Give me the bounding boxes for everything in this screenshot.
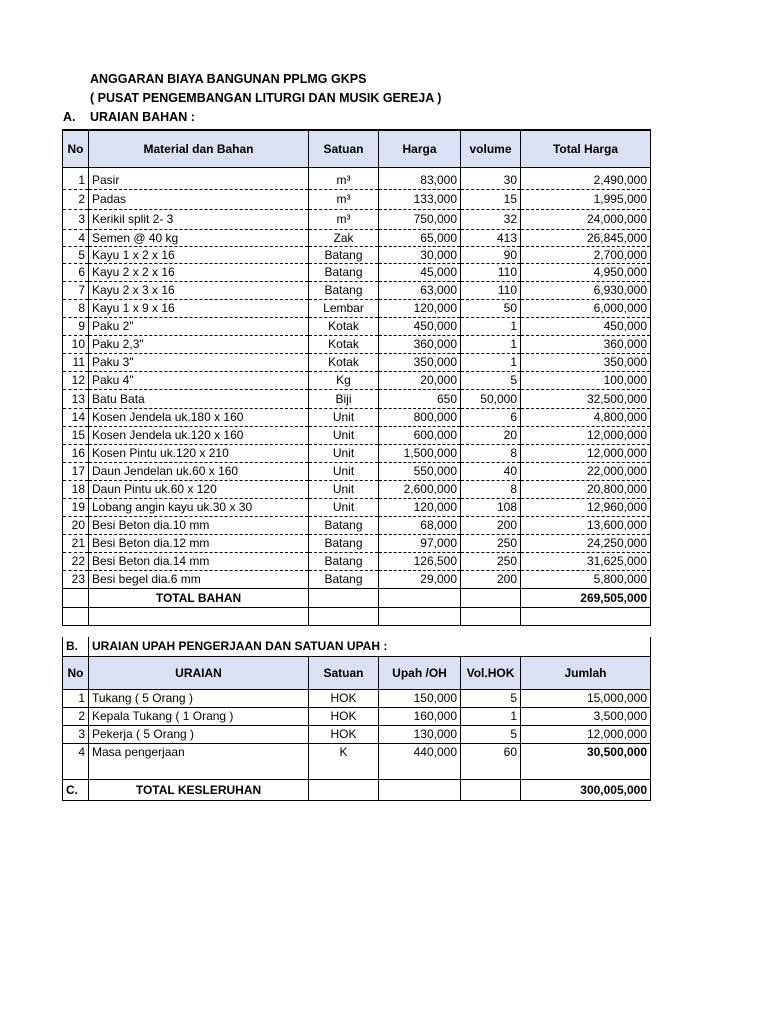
row-volume: 30 [461,171,521,189]
row-harga: 20,000 [379,371,461,389]
table-row [63,689,651,707]
row-upah: 150,000 [379,689,461,707]
table-row [63,498,651,516]
row-harga: 97,000 [379,534,461,552]
col-header-upah: Upah /OH [379,656,461,689]
row-material: Daun Jendelan uk.60 x 160 [89,462,309,480]
row-total: 6,930,000 [521,281,651,299]
row-harga: 68,000 [379,516,461,534]
row-material: Paku 4" [89,371,309,389]
row-total: 12,000,000 [521,426,651,444]
table-row [63,229,651,246]
row-uraian: Masa pengerjaan [89,743,309,761]
row-harga: 120,000 [379,299,461,317]
row-total: 2,490,000 [521,171,651,189]
row-material: Kayu 2 x 3 x 16 [89,281,309,299]
row-vol-hok: 1 [461,707,521,725]
row-no: 11 [63,353,89,371]
grand-total-value: 300,005,000 [521,779,651,800]
row-total: 31,625,000 [521,552,651,570]
total-bahan-value: 269,505,000 [521,588,651,607]
table-row [63,281,651,299]
row-harga: 750,000 [379,209,461,229]
row-harga: 29,000 [379,570,461,588]
row-no: 12 [63,371,89,389]
materials-table [62,129,651,626]
col-header-total: Total Harga [521,130,651,167]
row-material: Kayu 2 x 2 x 16 [89,263,309,281]
row-no: 23 [63,570,89,588]
row-satuan: Batang [309,246,379,263]
row-satuan: Lembar [309,299,379,317]
row-satuan: Unit [309,426,379,444]
row-no: 2 [63,189,89,209]
row-total: 100,000 [521,371,651,389]
row-satuan: HOK [309,725,379,743]
section-b-label: URAIAN UPAH PENGERJAAN DAN SATUAN UPAH : [89,637,651,656]
row-no: 8 [63,299,89,317]
row-material: Paku 2,3" [89,335,309,353]
table-row [63,534,651,552]
row-harga: 650 [379,389,461,408]
row-satuan: Batang [309,534,379,552]
row-no: 4 [63,743,89,761]
row-satuan: Batang [309,516,379,534]
col-header-material: Material dan Bahan [89,130,309,167]
row-harga: 63,000 [379,281,461,299]
row-material: Batu Bata [89,389,309,408]
row-no: 10 [63,335,89,353]
col-header-no: No [63,656,89,689]
table-row [63,462,651,480]
table-row [63,171,651,189]
row-no: 3 [63,209,89,229]
row-satuan: m³ [309,209,379,229]
table-row [63,209,651,229]
document-title: ANGGARAN BIAYA BANGUNAN PPLMG GKPS [90,72,367,86]
row-total: 22,000,000 [521,462,651,480]
row-total: 20,800,000 [521,480,651,498]
table-row [63,743,651,761]
section-c-letter: C. [63,779,89,800]
row-material: Besi Beton dia.10 mm [89,516,309,534]
row-satuan: Batang [309,570,379,588]
table-row [63,246,651,263]
section-b-row [63,637,651,656]
row-volume: 110 [461,263,521,281]
row-harga: 350,000 [379,353,461,371]
row-total: 13,600,000 [521,516,651,534]
row-satuan: m³ [309,189,379,209]
row-no: 13 [63,389,89,408]
row-jumlah: 15,000,000 [521,689,651,707]
row-harga: 30,000 [379,246,461,263]
grand-total-row [63,779,651,800]
row-total: 350,000 [521,353,651,371]
row-satuan: Kg [309,371,379,389]
row-harga: 133,000 [379,189,461,209]
row-volume: 40 [461,462,521,480]
table-row [63,408,651,426]
col-header-volume: volume [461,130,521,167]
row-material: Pasir [89,171,309,189]
row-volume: 6 [461,408,521,426]
row-material: Kayu 1 x 2 x 16 [89,246,309,263]
row-material: Kosen Jendela uk.120 x 160 [89,426,309,444]
row-harga: 550,000 [379,462,461,480]
row-satuan: Unit [309,462,379,480]
row-no: 2 [63,707,89,725]
row-material: Kerikil split 2- 3 [89,209,309,229]
row-no: 6 [63,263,89,281]
row-total: 1,995,000 [521,189,651,209]
row-volume: 1 [461,353,521,371]
row-harga: 600,000 [379,426,461,444]
table-row [63,371,651,389]
section-a-letter: A. [63,110,76,124]
row-harga: 83,000 [379,171,461,189]
row-satuan: Unit [309,498,379,516]
row-volume: 1 [461,317,521,335]
total-bahan-label: TOTAL BAHAN [89,588,309,607]
row-volume: 8 [461,444,521,462]
row-total: 24,250,000 [521,534,651,552]
row-no: 20 [63,516,89,534]
table-row [63,317,651,335]
row-total: 4,950,000 [521,263,651,281]
row-uraian: Pekerja ( 5 Orang ) [89,725,309,743]
row-volume: 20 [461,426,521,444]
grand-total-label: TOTAL KESLERUHAN [89,779,309,800]
row-satuan: Kotak [309,353,379,371]
table-row [63,335,651,353]
col-header-uraian: URAIAN [89,656,309,689]
row-no: 16 [63,444,89,462]
row-satuan: Batang [309,281,379,299]
row-jumlah: 12,000,000 [521,725,651,743]
row-total: 12,000,000 [521,444,651,462]
row-material: Kayu 1 x 9 x 16 [89,299,309,317]
table-row [63,725,651,743]
row-satuan: m³ [309,171,379,189]
row-harga: 120,000 [379,498,461,516]
table-row [63,480,651,498]
row-vol-hok: 5 [461,689,521,707]
row-upah: 440,000 [379,743,461,761]
row-no: 5 [63,246,89,263]
row-harga: 800,000 [379,408,461,426]
row-no: 1 [63,689,89,707]
row-total: 12,960,000 [521,498,651,516]
row-volume: 110 [461,281,521,299]
row-total: 450,000 [521,317,651,335]
row-harga: 360,000 [379,335,461,353]
row-no: 4 [63,229,89,246]
row-material: Besi begel dia.6 mm [89,570,309,588]
row-total: 24,000,000 [521,209,651,229]
row-volume: 250 [461,552,521,570]
col-header-vol-hok: Vol.HOK [461,656,521,689]
row-volume: 5 [461,371,521,389]
col-header-harga: Harga [379,130,461,167]
row-material: Lobang angin kayu uk.30 x 30 [89,498,309,516]
row-material: Kosen Pintu uk.120 x 210 [89,444,309,462]
row-volume: 1 [461,335,521,353]
row-total: 4,800,000 [521,408,651,426]
row-total: 5,800,000 [521,570,651,588]
row-harga: 450,000 [379,317,461,335]
row-volume: 50,000 [461,389,521,408]
row-material: Semen @ 40 kg [89,229,309,246]
row-volume: 108 [461,498,521,516]
row-harga: 1,500,000 [379,444,461,462]
row-satuan: Kotak [309,335,379,353]
row-satuan: Biji [309,389,379,408]
row-no: 18 [63,480,89,498]
row-harga: 65,000 [379,229,461,246]
row-volume: 8 [461,480,521,498]
row-no: 7 [63,281,89,299]
row-satuan: Unit [309,480,379,498]
row-vol-hok: 5 [461,725,521,743]
row-vol-hok: 60 [461,743,521,761]
table-row [63,516,651,534]
col-header-no: No [63,130,89,167]
table-row [63,299,651,317]
row-no: 3 [63,725,89,743]
table-row [63,570,651,588]
row-satuan: Kotak [309,317,379,335]
row-satuan: Zak [309,229,379,246]
row-material: Daun Pintu uk.60 x 120 [89,480,309,498]
row-material: Kosen Jendela uk.180 x 160 [89,408,309,426]
row-volume: 200 [461,516,521,534]
row-total: 32,500,000 [521,389,651,408]
row-volume: 50 [461,299,521,317]
row-volume: 90 [461,246,521,263]
row-total: 360,000 [521,335,651,353]
row-satuan: K [309,743,379,761]
row-harga: 126,500 [379,552,461,570]
table-row [63,426,651,444]
row-volume: 32 [461,209,521,229]
labor-header-row [63,656,651,689]
row-jumlah: 30,500,000 [521,743,651,761]
row-total: 26,845,000 [521,229,651,246]
table-row [63,444,651,462]
row-volume: 413 [461,229,521,246]
row-satuan: HOK [309,707,379,725]
row-material: Paku 2" [89,317,309,335]
row-material: Besi Beton dia.12 mm [89,534,309,552]
row-upah: 130,000 [379,725,461,743]
row-harga: 45,000 [379,263,461,281]
col-header-jumlah: Jumlah [521,656,651,689]
table-row [63,389,651,408]
section-a-label: URAIAN BAHAN : [90,110,195,124]
labor-table [62,637,651,801]
row-total: 2,700,000 [521,246,651,263]
table-row [63,263,651,281]
materials-total-row [63,588,651,607]
table-row [63,189,651,209]
row-satuan: Batang [309,552,379,570]
table-row [63,707,651,725]
row-uraian: Kepala Tukang ( 1 Orang ) [89,707,309,725]
materials-header-row [63,130,651,167]
row-total: 6,000,000 [521,299,651,317]
row-harga: 2,600,000 [379,480,461,498]
row-satuan: Unit [309,408,379,426]
table-row [63,353,651,371]
row-satuan: HOK [309,689,379,707]
row-jumlah: 3,500,000 [521,707,651,725]
row-no: 9 [63,317,89,335]
document-subtitle: ( PUSAT PENGEMBANGAN LITURGI DAN MUSIK GEREJA ) [90,91,442,105]
row-no: 14 [63,408,89,426]
col-header-satuan: Satuan [309,130,379,167]
row-no: 19 [63,498,89,516]
row-no: 21 [63,534,89,552]
table-row [63,552,651,570]
row-material: Padas [89,189,309,209]
row-no: 22 [63,552,89,570]
row-upah: 160,000 [379,707,461,725]
row-no: 15 [63,426,89,444]
row-satuan: Unit [309,444,379,462]
row-material: Paku 3" [89,353,309,371]
row-volume: 200 [461,570,521,588]
col-header-satuan: Satuan [309,656,379,689]
row-satuan: Batang [309,263,379,281]
row-uraian: Tukang ( 5 Orang ) [89,689,309,707]
row-no: 17 [63,462,89,480]
row-volume: 15 [461,189,521,209]
row-no: 1 [63,171,89,189]
section-b-letter: B. [63,637,89,656]
row-volume: 250 [461,534,521,552]
row-material: Besi Beton dia.14 mm [89,552,309,570]
